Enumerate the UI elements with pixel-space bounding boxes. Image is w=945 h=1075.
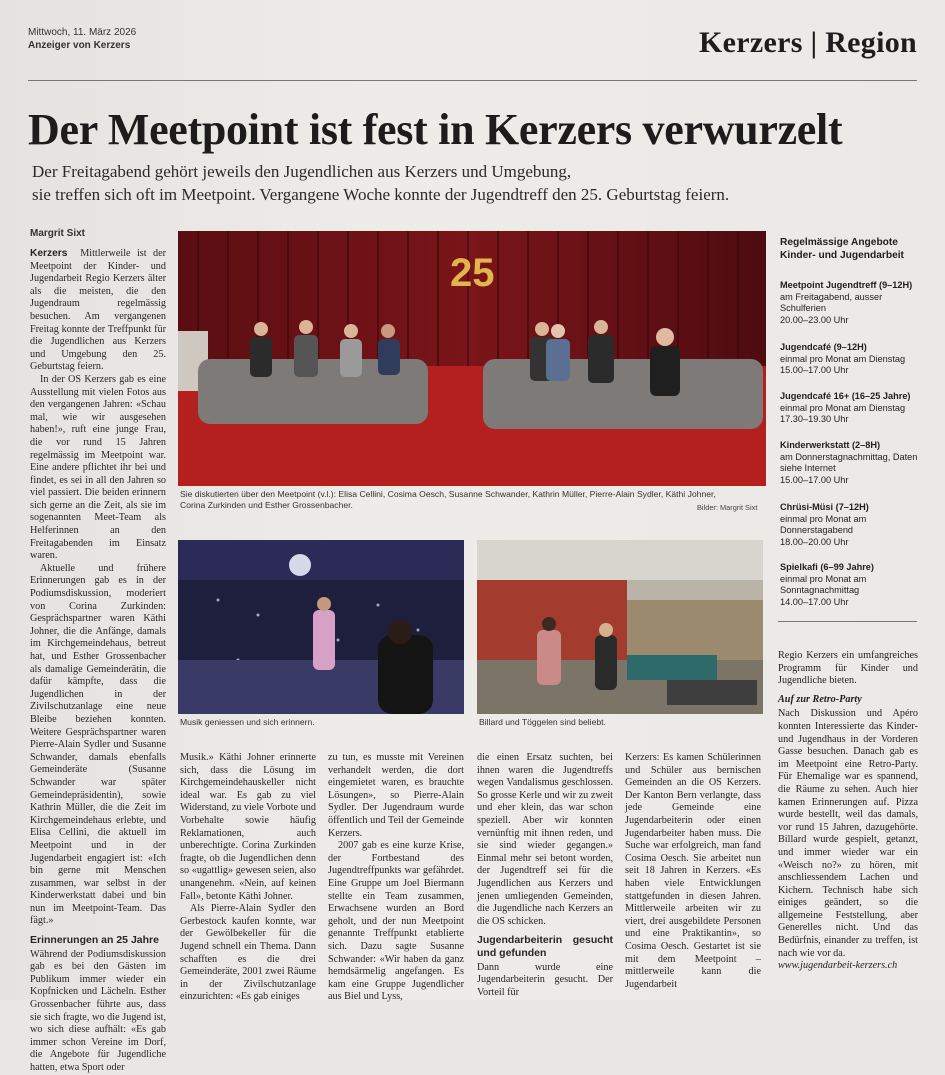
offer-time: 15.00–17.00 Uhr (780, 365, 849, 375)
offer-title: Jugendcafé (9–12H) (780, 342, 867, 352)
paragraph: zu tun, es musste mit Vereinen verhandelt werden, die dort eingemietet waren, es brauchte Lösungen», so Pierre-Alain Sydler. Der Jugendraum wurde öffentlich und Teil der Gemeinde Kerzers. (328, 752, 464, 839)
disco-room-image (178, 540, 464, 714)
offer-title: Jugendcafé 16+ (16–25 Jahre) (780, 391, 911, 401)
offer-time: 18.00–20.00 Uhr (780, 536, 849, 547)
disco-photo (178, 540, 464, 714)
website-link[interactable]: www.jugendarbeit-kerzers.ch (778, 960, 898, 972)
paragraph (30, 248, 166, 374)
column-4 (477, 752, 613, 999)
offer-time: 14.00–17.00 Uhr (780, 596, 849, 607)
offer-desc: am Donnerstagnachmittag, Daten siehe Internet (780, 451, 918, 473)
paragraph: Nach Diskussion und Apéro konnten Interessierte das Kinder- und Jugendhaus in der Vorderen Gasse besuchen. Danach gab es im Meetpoint eine Retro-Party. Für Ehemalige war es spannend, die Räume zu sehen. Auch hier kamen Erinnerungen auf. Pizza wurde bestellt, weil das damals, vor rund 15 Jahren, dazugehörte. Billard wurde gespielt, getanzt, und immer wieder war ein «Weisch no?» zu hören, mit anschliessendem Lachen und Kichern. Technisch habe sich einiges geändert, so die allgemeine Feststellung, aber Generelles nicht. Und das Bedürfnis, einander zu treffen, ist nach wie vor da. (778, 708, 918, 959)
offer-title: Chrüsi-Müsi (7–12H) (780, 502, 869, 512)
balloon-number: 25 (450, 251, 495, 295)
paragraph-text: Mittlerweile ist der Meetpoint der Kinder- und Jugendarbeit Regio Kerzers älter als die meisten, die den Jugendraum regelmässig besuchen. Am vergangenen Freitag konnte der Treffpunkt für die Jugendlichen aus Kerzers und Umgebung den 25. Geburtstag feiern. (30, 248, 166, 373)
paragraph: Kerzers: Es kamen Schülerinnen und Schüler aus bernischen Gemeinden an die OS Kerzers. Der Kanton Bern verlangte, dass jede Gemeinde eine Jugendarbeiterin oder einen Jugendarbeiter haben muss. Die Suche war erfolgreich, man fand Cosima Oesch. Sie arbeitet nun seit 18 Jahren in Kerzers. «Es haben viele Entwicklungen stattgefunden in diesen Jahren. Mittlerweile arbeiten wir zu viert, drei ausgebildete Personen und eine Praktikantin», so Cosima Oesch. Gestartet ist sie mit dem Meetpoint – mittlerweile kann die Jugendarbeit (625, 752, 761, 990)
lead-text (32, 160, 912, 206)
subheading: Erinnerungen an 25 Jahre (30, 934, 159, 947)
paragraph: Musik.» Käthi Johner erinnerte sich, dass die Lösung im Kirchgemeindehauskeller nicht ideal war. Es gab zu viel Widerstand, zu viele Vorbote und Vorbehalte sowie häufig Reklamationen, auch unberechtigte. Corina Zurkinden fragte, ob die Jugendlichen denn so «ugattlig» gewesen seien, also unangenehm. «Nein, auf keinen Fall», betonte Käthi Johner. (180, 752, 316, 902)
photo-credit: Bilder: Margrit Sixt (697, 503, 758, 512)
paragraph: Während der Podiumsdiskussion gab es bei den Gästen im Publikum immer wieder ein Kopfnicken und Lächeln. Esther Grossenbacher führte aus, dass sie sich fragte, wo die Jugend ist, wo sich diese aufhält: «Es gab immer schon Vereine im Dorf, die Angebote für Jugendliche hatten, etwa Sport oder (30, 948, 166, 1073)
offer-desc: einmal pro Monat am Donnerstagabend (780, 513, 867, 535)
billard-photo (477, 540, 763, 714)
panel-discussion-image (178, 231, 766, 486)
column-left (30, 248, 166, 1075)
lead-line-1: Der Freitagabend gehört jeweils den Jugendlichen aus Kerzers und Umgebung, (32, 162, 572, 181)
offer-time: 20.00–23.00 Uhr (780, 314, 849, 325)
offer-desc: einmal pro Monat am Dienstag (780, 402, 906, 413)
offer-item (780, 280, 920, 326)
offer-title: Spielkafi (6–99 Jahre) (780, 562, 874, 572)
dateline: Kerzers (30, 248, 68, 259)
offer-title: Meetpoint Jugendtreff (9–12H) (780, 280, 913, 290)
billard-room-image (477, 540, 763, 714)
offer-time: 15.00–17.00 Uhr (780, 474, 849, 485)
paragraph: In der OS Kerzers gab es eine Ausstellung mit vielen Fotos aus den vergangenen Jahren: «Schau mal, wie wir ausgesehen haben!», ruft eine junge Frau, die vor rund 15 Jahren regelmässig im Meetpoint war. Eine andere pflichtet ihr bei und findet, es sei in all den Jahren so viel passiert. Die beiden erinnern sich gerne an die Zeit, als sie im sogenannten Meet-Team als Helferinnen an den Freitagabenden im Einsatz waren. (30, 373, 166, 562)
sidebar-text (778, 650, 918, 973)
disco-caption: Musik geniessen und sich erinnern. (180, 717, 315, 727)
lead-line-2: sie treffen sich oft im Meetpoint. Vergangene Woche konnte der Jugendtreff den 25. Geburtstag feiern. (32, 185, 730, 204)
offer-time: 17.30–19.30 Uhr (780, 414, 849, 424)
paragraph: Aktuelle und frühere Erinnerungen gab es in der Podiumsdiskussion, moderiert von Corina Zurkinden: Gesprächspartner waren Käthi Johner, die die Anfänge, damals im Kirchgemeindehaus, betreut hat, und Esther Grossenbacher als damalige Gemeinderätin, die dafür kämpfte, dass die Jugendlichen in der Zivilschutzanlage eine neue Bleibe beziehen konnten. Weitere Gesprächspartner waren Pierre-Alain Sydler und Susanne Schwander, damals ebenfalls Gemeinderäte (Susanne Schwander war später Gemeindepräsidentin), sowie Kathrin Müller, die die Zeit im Kirchgemeindehaus erlebte, und Elisa Cellini, die aktuell im Meetpoint und in der Jugendarbeit engagiert ist: «Ich bin gerne mit Menschen zusammen, war selbst in der Kinderwerkstatt dabei und bin nun im Meetpoint-Team. Das fägt.» (30, 562, 166, 927)
billard-caption: Billard und Töggelen sind beliebt. (479, 717, 606, 727)
offer-desc: einmal pro Monat am Dienstag (780, 353, 906, 364)
offer-item (780, 342, 920, 377)
offer-item (780, 502, 920, 548)
offer-item (780, 562, 920, 608)
offer-desc: am Freitagabend, ausser Schulferien (780, 291, 883, 313)
offer-item (780, 391, 920, 426)
column-5 (625, 752, 761, 991)
issue-date: Mittwoch, 11. März 2026 (28, 27, 137, 38)
subheading: Auf zur Retro-Party (778, 693, 862, 705)
main-photo (178, 231, 766, 486)
paragraph: die einen Ersatz suchten, bei ihnen waren die Jugendtreffs wegen Vandalismus geschlossen. So grosse Kerle und wir zu zweit und eher klein, das war schon speziell. Aber wir konnten vernünftig mit ihnen reden, und sie sind wieder gegangen.» Einmal mehr sei betont worden, der Jugendtreff sei für die Jugendlichen aus Kerzers und jenen umliegenden Gemeinden, die Jugendliche nach Kerzers an die OS schicken. (477, 752, 613, 927)
paragraph: Als Pierre-Alain Sydler den Gerbestock kaufen konnte, war der Gewölbekeller für die Jugend schnell ein Thema. Dann schafften es die drei Gemeinderäte, 2001 zwei Räume in der Zivilschutzanlage einzurichten: «Es gab einiges (180, 903, 316, 1003)
paragraph: Regio Kerzers ein umfangreiches Programm für Kinder und Jugendliche bieten. (778, 650, 918, 687)
headline: Der Meetpoint ist fest in Kerzers verwurzelt (28, 105, 843, 154)
author: Margrit Sixt (30, 228, 86, 239)
subheading: Jugendarbeiterin gesucht und gefunden (477, 934, 613, 959)
main-photo-caption: Sie diskutierten über den Meetpoint (v.l.): Elisa Cellini, Cosima Oesch, Susanne Schwander, Kathrin Müller, Pierre-Alain Sydler, Käthi Johner, Corina Zurkinden und Esther Grossenbacher. (180, 489, 716, 510)
column-2 (180, 752, 316, 1004)
offers-box-title: Regelmässige Angebote Kinder- und Jugendarbeit (780, 237, 904, 261)
newspaper-name: Anzeiger von Kerzers (28, 40, 131, 51)
offer-desc: einmal pro Monat am Sonntagnachmittag (780, 573, 867, 595)
paragraph: Dann wurde eine Jugendarbeiterin gesucht. Der Vorteil für (477, 961, 613, 998)
column-3 (328, 752, 464, 1004)
offer-item (780, 440, 920, 486)
sidebar-rule (778, 621, 917, 622)
header-rule (28, 80, 917, 81)
section-title: Kerzers | Region (699, 26, 917, 59)
offer-title: Kinderwerkstatt (2–8H) (780, 440, 881, 450)
paragraph: 2007 gab es eine kurze Krise, der Fortbestand des Jugendtreffpunkts war gefährdet. Eine Gruppe um Joel Biermann stellte ein Team zusammen, Erwachsene wurden an Bord geholt, und der nun Meetpoint genannte Treffpunkt etablierte sich. Dazu sagte Susanne Schwander: «Wir haben da ganz hemdsärmelig angefangen. Es kam eine Gruppe Jugendlicher aus Biel und Lyss, (328, 840, 464, 1003)
